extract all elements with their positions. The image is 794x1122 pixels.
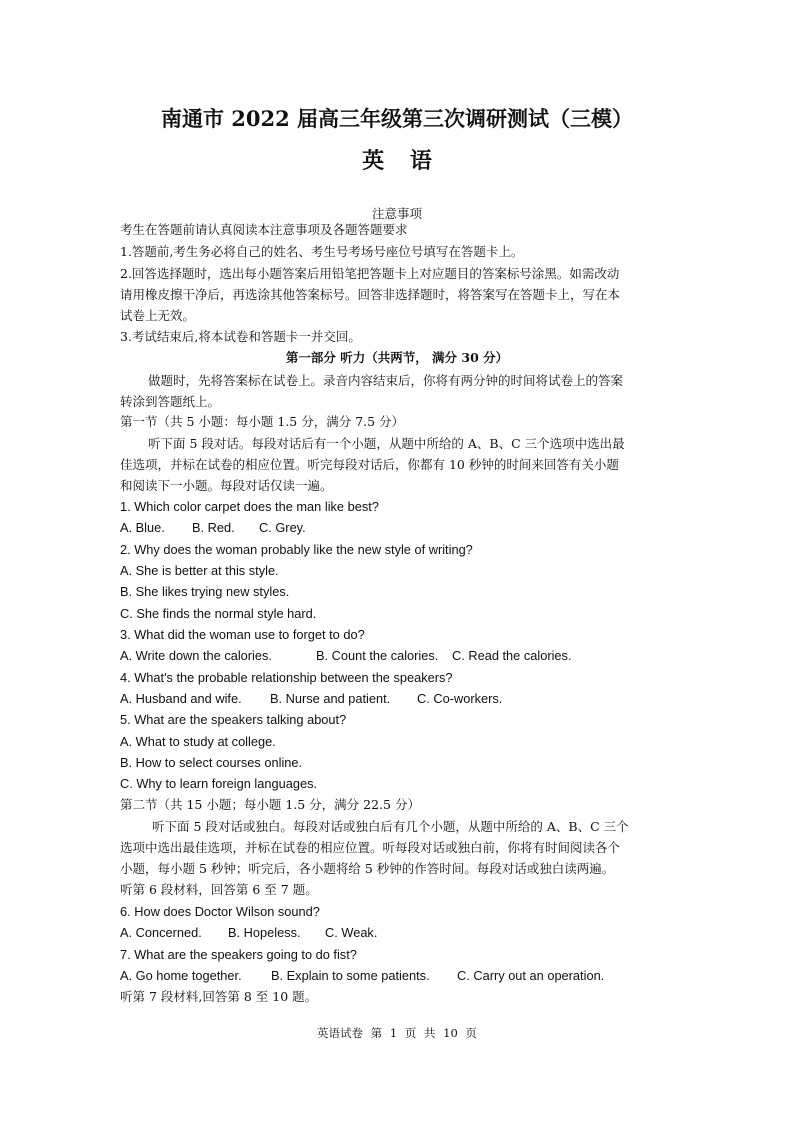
section1-instruction-line-1: 听下面 5 段对话。每段对话后有一个小题，从题中所给的 A、B、C 三个选项中选出最 <box>148 436 625 451</box>
question-7: 7. What are the speakers going to do fist? <box>120 947 357 962</box>
exam-title: 南通市 2022 届高三年级第三次调研测试（三模） <box>160 106 634 131</box>
option-a: A. Husband and wife. <box>120 691 242 706</box>
question-2: 2. Why does the woman probably like the new style of writing? <box>120 542 473 557</box>
question-6: 6. How does Doctor Wilson sound? <box>120 904 320 919</box>
question-5-option-a: A. What to study at college. <box>120 734 276 749</box>
option-c: C. Carry out an operation. <box>457 968 605 983</box>
material-7-instruction: 听第 7 段材料,回答第 8 至 10 题。 <box>120 989 318 1004</box>
question-5-option-b: B. How to select courses online. <box>120 755 303 770</box>
question-4: 4. What's the probable relationship between the speakers? <box>120 670 453 685</box>
question-6-options <box>120 925 377 941</box>
question-3-options <box>120 648 572 664</box>
section2-instruction-line-1: 听下面 5 段对话或独白。每段对话或独白后有几个小题，从题中所给的 A、B、C 三个 <box>152 819 629 834</box>
option-b: B. Hopeless. <box>228 925 301 940</box>
question-3: 3. What did the woman use to forget to do? <box>120 627 365 642</box>
section2-heading: 第二节（共 15 小题；每小题 1.5 分，满分 22.5 分） <box>120 797 420 812</box>
notice-intro: 考生在答题前请认真阅读本注意事项及各题答题要求 <box>120 222 408 237</box>
option-a: A. Blue. <box>120 520 165 535</box>
option-a: A. Write down the calories. <box>120 648 272 663</box>
notice-item-2-line-3: 试卷上无效。 <box>120 308 196 323</box>
option-c: C. Co-workers. <box>417 691 503 706</box>
question-2-option-c: C. She finds the normal style hard. <box>120 606 317 621</box>
notice-item-2-line-1: 2.回答选择题时，选出每小题答案后用铅笔把答题卡上对应题目的答案标号涂黑。如需改动 <box>120 266 620 281</box>
question-1-options <box>120 520 306 536</box>
section1-instruction-line-3: 和阅读下一小题。每段对话仅读一遍。 <box>120 478 333 493</box>
question-5-option-c: C. Why to learn foreign languages. <box>120 776 318 791</box>
part1-intro-line-1: 做题时，先将答案标在试卷上。录音内容结束后，你将有两分钟的时间将试卷上的答案 <box>148 373 624 388</box>
notice-item-1: 1.答题前,考生务必将自己的姓名、考生号考场号座位号填写在答题卡上。 <box>120 244 524 259</box>
option-c: C. Grey. <box>259 520 306 535</box>
option-c: C. Read the calories. <box>452 648 572 663</box>
section1-instruction-line-2: 佳选项，并标在试卷的相应位置。听完每段对话后，你都有 10 秒钟的时间来回答有关小题 <box>120 457 619 472</box>
question-7-options <box>120 968 604 984</box>
option-b: B. Count the calories. <box>316 648 439 663</box>
section2-instruction-line-3: 小题，每小题 5 秒钟；听完后，各小题将给 5 秒钟的作答时间。每段对话或独白读两遍。 <box>120 861 615 876</box>
question-1: 1. Which color carpet does the man like best? <box>120 499 379 514</box>
option-a: A. Concerned. <box>120 925 202 940</box>
section2-instruction-line-2: 选项中选出最佳选项，并标在试卷的相应位置。听每段对话或独白前，你将有时间阅读各个 <box>120 840 621 855</box>
option-a: A. Go home together. <box>120 968 242 983</box>
part1-intro-line-2: 转涂到答题纸上。 <box>120 394 221 409</box>
question-2-option-a: A. She is better at this style. <box>120 563 279 578</box>
subject-title: 英 语 <box>362 148 432 174</box>
option-c: C. Weak. <box>325 925 378 940</box>
option-b: B. Nurse and patient. <box>270 691 391 706</box>
question-4-options <box>120 691 502 707</box>
option-b: B. Explain to some patients. <box>271 968 430 983</box>
notice-heading: 注意事项 <box>371 206 422 221</box>
part1-heading: 第一部分 听力（共两节， 满分 30 分） <box>285 350 509 365</box>
material-6-instruction: 听第 6 段材料，回答第 6 至 7 题。 <box>120 882 318 897</box>
question-5: 5. What are the speakers talking about? <box>120 712 347 727</box>
page-footer: 英语试卷 第 1 页 共 10 页 <box>317 1026 477 1040</box>
question-2-option-b: B. She likes trying new styles. <box>120 584 290 599</box>
section1-heading: 第一节（共 5 小题：每小题 1.5 分，满分 7.5 分） <box>120 414 405 429</box>
notice-item-3: 3.考试结束后,将本试卷和答题卡一并交回。 <box>120 329 361 344</box>
option-b: B. Red. <box>192 520 235 535</box>
notice-item-2-line-2: 请用橡皮擦干净后，再选涂其他答案标号。回答非选择题时，将答案写在答题卡上，写在本 <box>120 287 621 302</box>
